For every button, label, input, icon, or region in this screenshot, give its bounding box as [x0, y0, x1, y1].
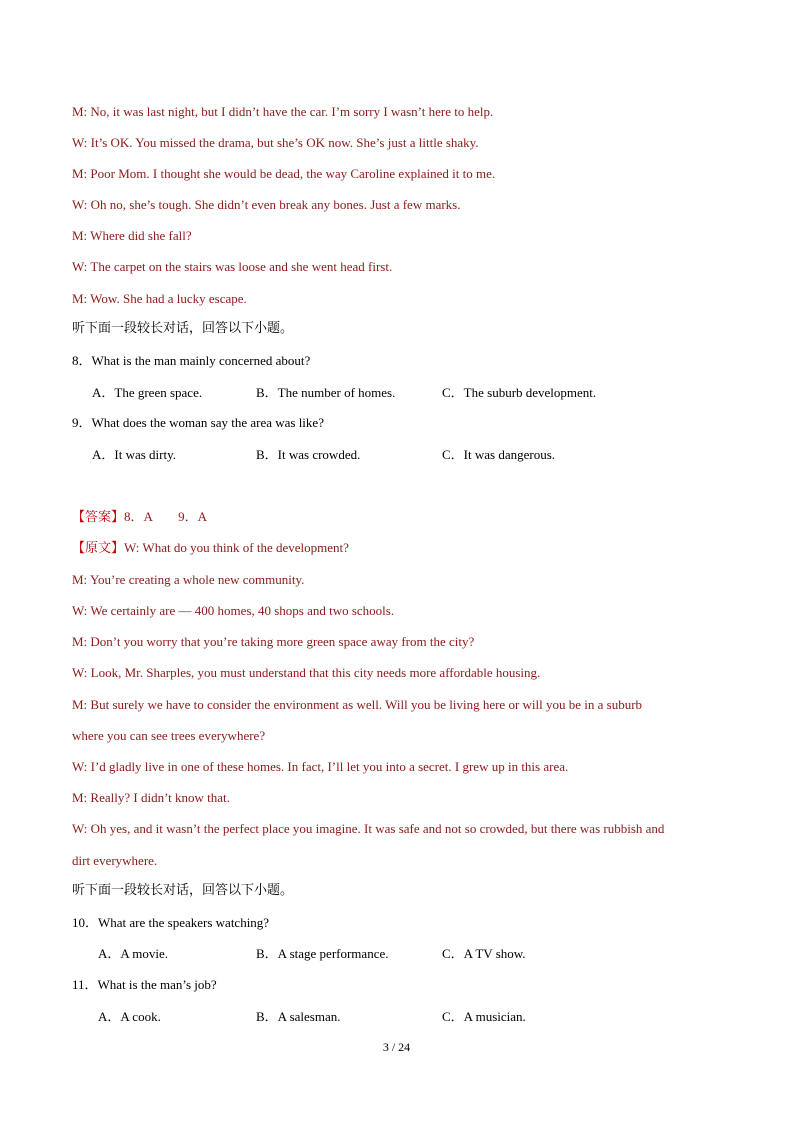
option-c: C．A musician. [442, 1009, 526, 1024]
option-a: A．The green space. [92, 385, 203, 400]
transcript-line: where you can see trees everywhere? [72, 728, 266, 743]
option-b: B．It was crowded. [256, 447, 361, 462]
transcript-line: M: But surely we have to consider the environment as well. Will you be living here or will you be in a suburb [72, 697, 643, 712]
section-instruction: 听下面一段较长对话，回答以下小题。 [72, 883, 294, 898]
option-c: C．The suburb development. [442, 385, 597, 400]
option-b: B．A salesman. [256, 1009, 341, 1024]
transcript-label: 【原文】 [72, 541, 125, 556]
transcript-line: M: Don’t you worry that you’re taking more green space away from the city? [72, 634, 475, 649]
transcript-line: W: Look, Mr. Sharples, you must understand that this city needs more affordable housing. [72, 665, 541, 680]
dialogue-line: M: Wow. She had a lucky escape. [72, 291, 247, 306]
transcript-line: W: We certainly are — 400 homes, 40 shops and two schools. [72, 603, 395, 618]
section-instruction: 听下面一段较长对话，回答以下小题。 [72, 321, 294, 336]
question-10: 10．What are the speakers watching? [72, 915, 270, 930]
dialogue-line: M: Poor Mom. I thought she would be dead, the way Caroline explained it to me. [72, 166, 496, 181]
answer-text: 8．A 9．A [124, 509, 208, 524]
option-c: C．A TV show. [442, 946, 526, 961]
option-a: A．A cook. [98, 1009, 161, 1024]
page-number: 3 / 24 [382, 1040, 411, 1054]
option-b: B．The number of homes. [256, 385, 396, 400]
question-8: 8．What is the man mainly concerned about? [72, 353, 311, 368]
transcript-line: M: Really? I didn’t know that. [72, 790, 230, 805]
dialogue-line: M: No, it was last night, but I didn’t have the car. I’m sorry I wasn’t here to help. [72, 104, 494, 119]
dialogue-line: W: The carpet on the stairs was loose and she went head first. [72, 259, 393, 274]
question-11: 11．What is the man’s job? [72, 977, 217, 992]
dialogue-line: M: Where did she fall? [72, 228, 192, 243]
dialogue-line: W: It’s OK. You missed the drama, but she’s OK now. She’s just a little shaky. [72, 135, 479, 150]
answer-block [72, 509, 207, 526]
option-a: A．It was dirty. [92, 447, 177, 462]
question-9: 9．What does the woman say the area was like? [72, 415, 324, 430]
transcript-line: W: Oh yes, and it wasn’t the perfect place you imagine. It was safe and not so crowded, but there was rubbish and [72, 821, 665, 836]
option-c: C．It was dangerous. [442, 447, 556, 462]
answer-label: 【答案】 [72, 510, 125, 525]
transcript-line: W: I’d gladly live in one of these homes. In fact, I’ll let you into a secret. I grew up in this area. [72, 759, 569, 774]
transcript-text: W: What do you think of the development? [124, 540, 349, 555]
option-b: B．A stage performance. [256, 946, 389, 961]
option-a: A．A movie. [98, 946, 169, 961]
transcript-line: dirt everywhere. [72, 853, 158, 868]
dialogue-line: W: Oh no, she’s tough. She didn’t even break any bones. Just a few marks. [72, 197, 461, 212]
transcript-first-line [72, 540, 349, 557]
transcript-line: M: You’re creating a whole new community. [72, 572, 305, 587]
